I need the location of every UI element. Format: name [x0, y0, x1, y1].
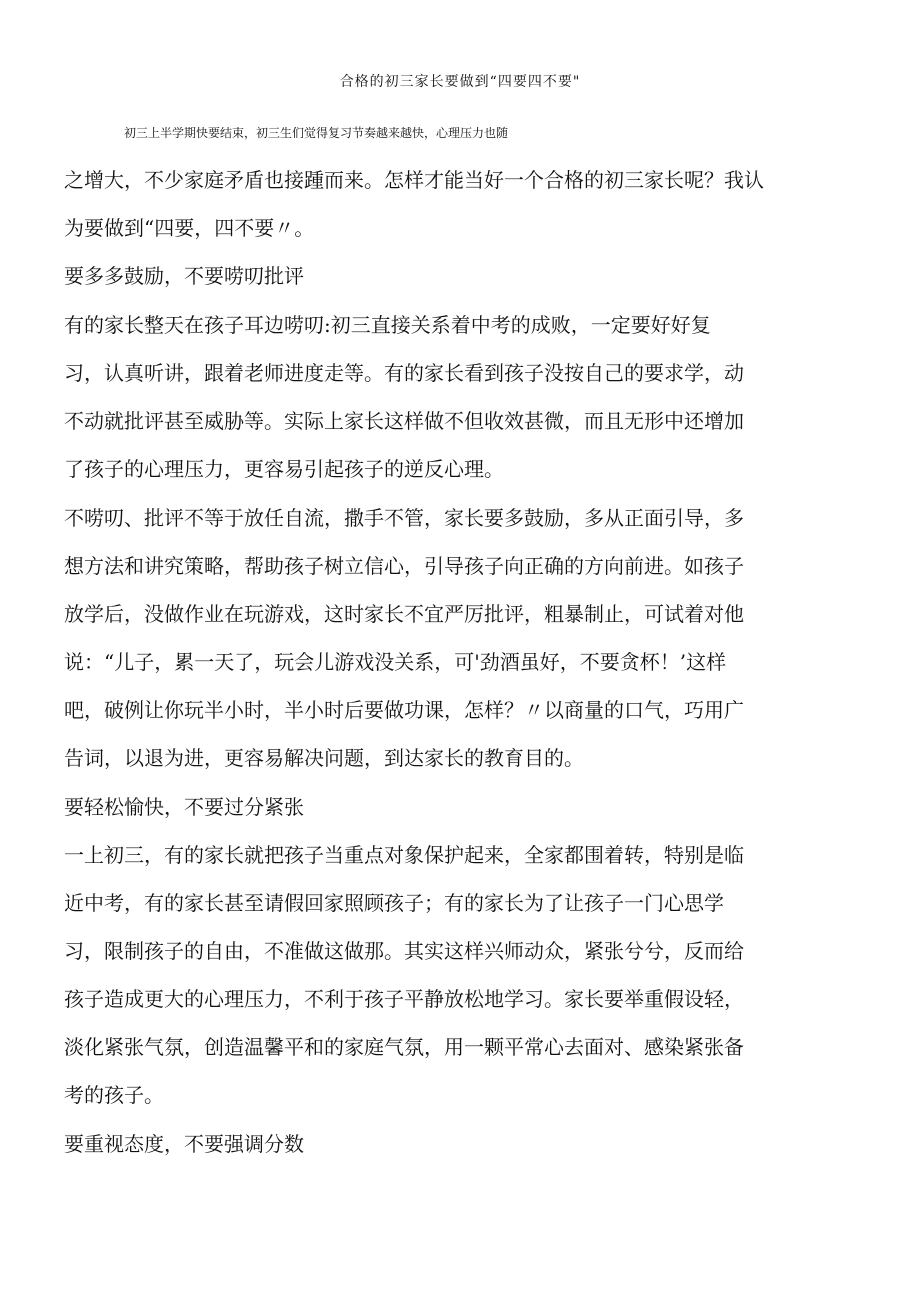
paragraph-line: 淡化紧张气氛，创造温馨平和的家庭气氛，用一颗平常心去面对、感染紧张备	[64, 1035, 744, 1059]
paragraph-line: 近中考，有的家长甚至请假回家照顾孩子；有的家长为了让孩子一门心思学	[64, 891, 724, 915]
paragraph-line: 一上初三，有的家长就把孩子当重点对象保护起来，全家都围着转，特别是临	[64, 843, 744, 867]
paragraph-line: 了孩子的心理压力，更容易引起孩子的逆反心理。	[64, 457, 504, 481]
section-heading: 要轻松愉快，不要过分紧张	[64, 795, 304, 819]
paragraph-line: 想方法和讲究策略，帮助孩子树立信心，引导孩子向正确的方向前进。如孩子	[64, 554, 744, 578]
intro-line: 为要做到“四要，四不要〃。	[64, 216, 315, 240]
intro-line: 之增大，不少家庭矛盾也接踵而来。怎样才能当好一个合格的初三家长呢？我认	[64, 168, 764, 192]
paragraph-line: 不动就批评甚至威胁等。实际上家长这样做不但收效甚微，而且无形中还增加	[64, 409, 744, 433]
paragraph-line: 有的家长整天在孩子耳边唠叨:初三直接关系着中考的成败，一定要好好复	[64, 313, 711, 337]
document-title: 合格的初三家长要做到“四要四不要"	[339, 74, 581, 90]
paragraph-line: 告词，以退为进，更容易解决问题，到达家长的教育目的。	[64, 746, 584, 770]
paragraph-line: 习，限制孩子的自由，不准做这做那。其实这样兴师动众，紧张兮兮，反而给	[64, 939, 744, 963]
paragraph-line: 吧，破例让你玩半小时，半小时后要做功课，怎样？〃以商量的口气，巧用广	[64, 698, 744, 722]
section-heading: 要多多鼓励，不要唠叨批评	[64, 264, 304, 288]
paragraph-line: 不唠叨、批评不等于放任自流，撒手不管，家长要多鼓励，多从正面引导，多	[64, 506, 744, 530]
paragraph-line: 放学后，没做作业在玩游戏，这时家长不宜严厉批评，粗暴制止，可试着对他	[64, 602, 744, 626]
paragraph-line: 孩子造成更大的心理压力，不利于孩子平静放松地学习。家长要举重假设轻，	[64, 987, 744, 1011]
paragraph-line: 说：“儿子，累一天了，玩会儿游戏没关系，可'劲酒虽好，不要贪杯！’这样	[64, 650, 727, 674]
paragraph-line: 考的孩子。	[64, 1083, 164, 1107]
paragraph-line: 习，认真听讲，跟着老师进度走等。有的家长看到孩子没按自己的要求学，动	[64, 361, 744, 385]
section-heading: 要重视态度，不要强调分数	[64, 1132, 304, 1156]
intro-line: 初三上半学期快要结束，初三生们觉得复习节奏越来越快，心理压力也随	[124, 126, 509, 140]
